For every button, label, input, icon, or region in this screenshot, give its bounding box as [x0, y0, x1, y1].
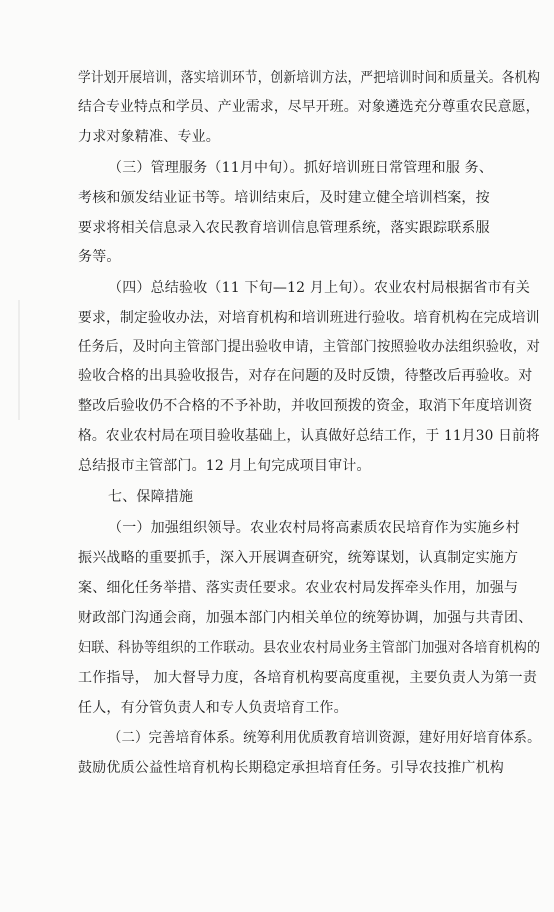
section-3-heading-line: （三）管理服务（11月中旬）。抓好培训班日常管理和服 务、	[108, 160, 494, 176]
body-line-24: 鼓励优质公益性培育机构长期稳定承担培育任务。引导农技推广机构	[78, 760, 504, 776]
body-line-14: 总结报市主管部门。12 月上旬完成项目审计。	[78, 458, 371, 474]
body-line-1: 学计划开展培训，落实培训环节，创新培训方法，严把培训时间和质量关。各机构	[78, 70, 541, 86]
body-line-22: 任人，有分管负责人和专人负责培育工作。	[78, 700, 348, 716]
scan-artifact	[18, 300, 20, 420]
body-line-13: 格。农业农村局在项目验收基础上，认真做好总结工作，于 11月30 日前将	[78, 428, 540, 444]
body-line-7: 务等。	[78, 249, 121, 265]
body-line-17: 振兴战略的重要抓手，深入开展调查研究，统筹谋划，认真制定实施方	[78, 550, 519, 566]
body-line-3: 力求对象精准、专业。	[78, 129, 220, 145]
body-line-5: 考核和颁发结业证书等。培训结束后，及时建立健全培训档案，按	[78, 190, 490, 206]
body-line-21: 工作指导， 加大督导力度，各培育机构要高度重视，主要负责人为第一责	[78, 670, 538, 686]
subsection-1-heading-line: （一）加强组织领导。农业农村局将高素质农民培育作为实施乡村	[108, 520, 520, 536]
body-line-19: 财政部门沟通会商，加强本部门内相关单位的统筹协调，加强与共青团、	[78, 610, 533, 626]
body-line-2: 结合专业特点和学员、产业需求，尽早开班。对象遴选充分尊重农民意愿，	[78, 99, 540, 115]
body-line-6: 要求将相关信息录入农民教育培训信息管理系统，落实跟踪联系服	[78, 220, 490, 236]
body-line-11: 验收合格的出具验收报告，对存在问题的及时反馈，待整改后再验收。对	[78, 368, 533, 384]
body-line-12: 整改后验收仍不合格的不予补助，并收回预拨的资金，取消下年度培训资	[78, 398, 533, 414]
section-4-heading-line: （四）总结验收（11 下旬—12 月上旬）。农业农村局根据省市有关	[108, 280, 531, 296]
body-line-20: 妇联、科协等组织的工作联动。县农业农村局业务主管部门加强对各培育机构的	[78, 640, 541, 656]
body-line-18: 案、细化任务举措、落实责任要求。农业农村局发挥牵头作用，加强与	[78, 580, 519, 596]
body-line-9: 要求，制定验收办法，对培育机构和培训班进行验收。培育机构在完成培训	[78, 310, 540, 326]
subsection-2-heading-line: （二）完善培育体系。统筹利用优质教育培训资源，建好用好培育体系。	[108, 730, 541, 746]
section-7-title: 七、保障措施	[108, 489, 194, 505]
body-line-10: 任务后，及时向主管部门提出验收申请，主管部门按照验收办法组织验收，对	[78, 339, 541, 355]
